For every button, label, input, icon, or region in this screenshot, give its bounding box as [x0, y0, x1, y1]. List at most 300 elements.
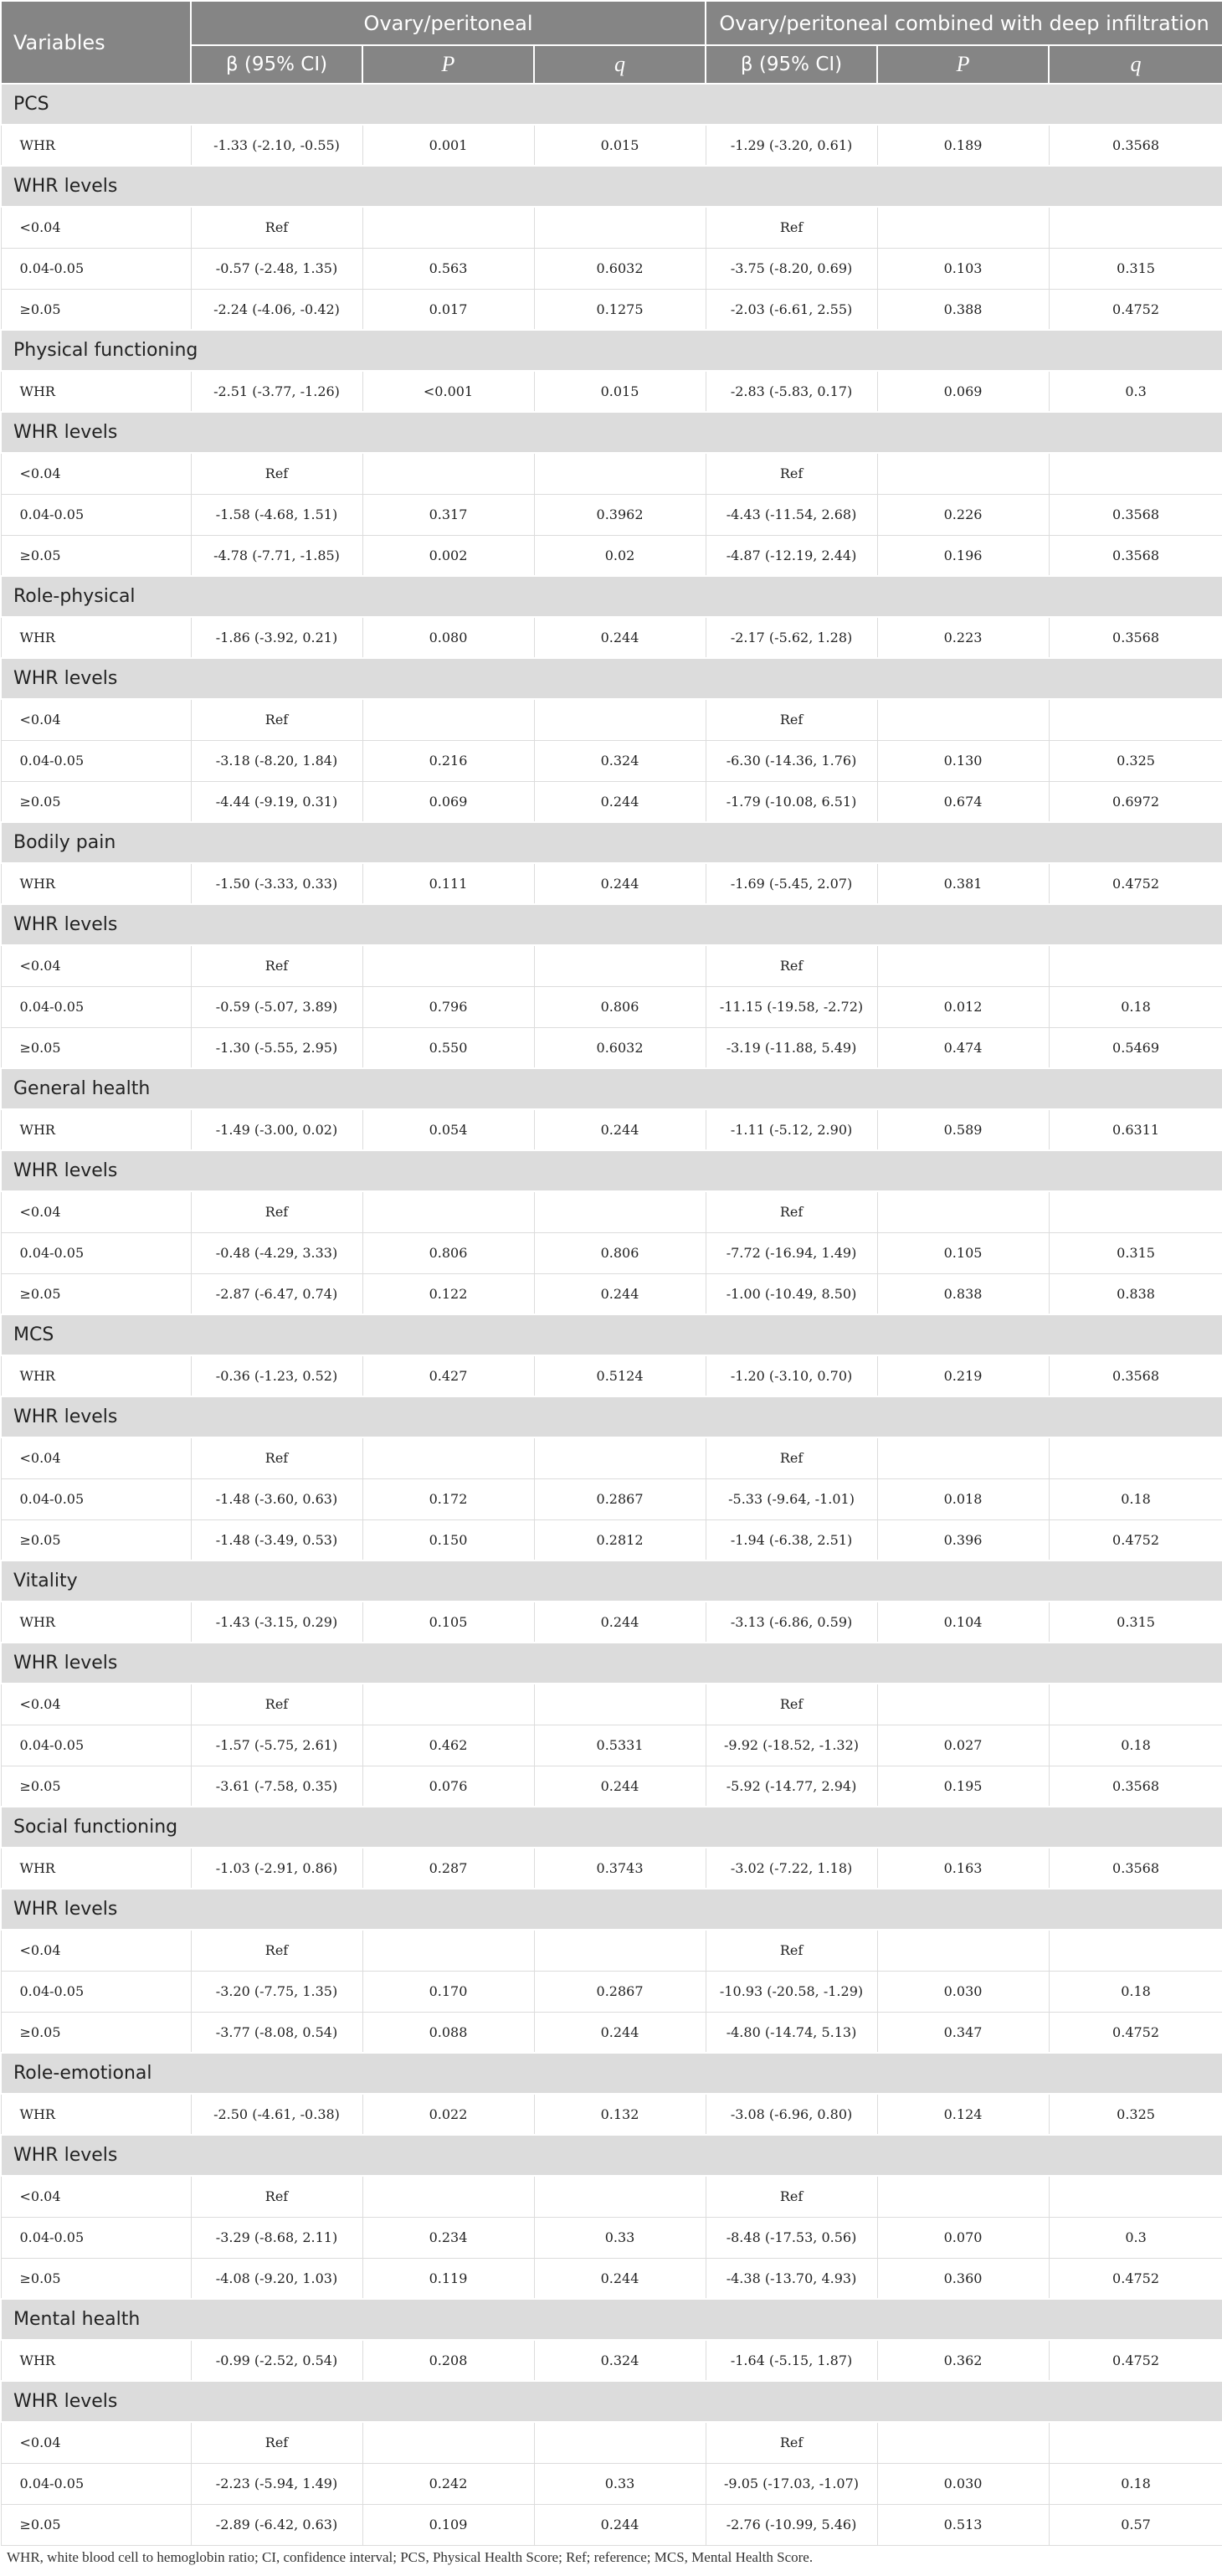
table-cell: 0.3 [1049, 371, 1222, 412]
table-cell: 0.02 [534, 535, 706, 576]
section-row [1, 1068, 1222, 1109]
table-cell: 0.170 [362, 1971, 534, 2012]
table-cell [534, 2422, 706, 2463]
table-cell: 0.122 [362, 1273, 534, 1314]
table-cell [877, 453, 1049, 494]
table-cell: -3.61 (-7.58, 0.35) [191, 1766, 362, 1807]
row-label: WHR [1, 371, 191, 412]
section-label: WHR levels [1, 2135, 1222, 2176]
table-cell [1049, 2176, 1222, 2217]
table-row [1, 125, 1222, 166]
table-cell: -2.03 (-6.61, 2.55) [706, 289, 877, 330]
table-cell: 0.172 [362, 1478, 534, 1519]
section-row [1, 2135, 1222, 2176]
table-cell: -0.99 (-2.52, 0.54) [191, 2340, 362, 2381]
table-cell: -7.72 (-16.94, 1.49) [706, 1232, 877, 1273]
table-row [1, 289, 1222, 330]
table-cell: -2.23 (-5.94, 1.49) [191, 2463, 362, 2504]
table-cell: 0.195 [877, 1766, 1049, 1807]
table-cell: 0.4752 [1049, 289, 1222, 330]
row-label: <0.04 [1, 2176, 191, 2217]
table-cell: -11.15 (-19.58, -2.72) [706, 986, 877, 1027]
row-label: ≥0.05 [1, 289, 191, 330]
section-row [1, 1396, 1222, 1437]
row-label: <0.04 [1, 1930, 191, 1971]
row-label: 0.04-0.05 [1, 248, 191, 289]
table-row [1, 1930, 1222, 1971]
table-cell: 0.216 [362, 740, 534, 781]
table-cell: 0.33 [534, 2217, 706, 2258]
row-label: <0.04 [1, 1191, 191, 1232]
table-cell: -6.30 (-14.36, 1.76) [706, 740, 877, 781]
table-cell: 0.150 [362, 1519, 534, 1561]
table-cell: 0.563 [362, 248, 534, 289]
section-label: WHR levels [1, 1396, 1222, 1437]
table-header [1, 1, 1222, 84]
section-row [1, 658, 1222, 699]
table-row [1, 986, 1222, 1027]
table-cell [877, 2422, 1049, 2463]
table-cell [534, 1684, 706, 1725]
table-row [1, 2094, 1222, 2135]
table-cell: 0.3568 [1049, 535, 1222, 576]
table-cell: -5.92 (-14.77, 2.94) [706, 1766, 877, 1807]
table-cell: 0.4752 [1049, 2258, 1222, 2299]
section-label: PCS [1, 84, 1222, 125]
section-row [1, 330, 1222, 371]
table-cell: 0.18 [1049, 2463, 1222, 2504]
table-cell: 0.3568 [1049, 1848, 1222, 1889]
table-cell: 0.080 [362, 617, 534, 658]
table-cell: 0.3 [1049, 2217, 1222, 2258]
table-cell: 0.474 [877, 1027, 1049, 1068]
table-cell: 0.287 [362, 1848, 534, 1889]
row-label: ≥0.05 [1, 1273, 191, 1314]
table-cell [534, 2176, 706, 2217]
table-cell: 0.018 [877, 1478, 1049, 1519]
table-cell [534, 1930, 706, 1971]
table-cell: Ref [191, 945, 362, 986]
table-cell: -3.75 (-8.20, 0.69) [706, 248, 877, 289]
variables-header: Variables [1, 1, 191, 84]
table-row [1, 863, 1222, 904]
table-cell: -1.64 (-5.15, 1.87) [706, 2340, 877, 2381]
table-cell: -2.89 (-6.42, 0.63) [191, 2504, 362, 2545]
section-label: Social functioning [1, 1807, 1222, 1848]
table-cell [1049, 1684, 1222, 1725]
table-cell: 0.030 [877, 2463, 1049, 2504]
table-cell: 0.022 [362, 2094, 534, 2135]
table-cell: -1.57 (-5.75, 2.61) [191, 1725, 362, 1766]
q-value-header: q [1049, 45, 1222, 84]
table-cell: -3.29 (-8.68, 2.11) [191, 2217, 362, 2258]
row-label: 0.04-0.05 [1, 1232, 191, 1273]
table-row [1, 2258, 1222, 2299]
table-cell [877, 1191, 1049, 1232]
row-label: <0.04 [1, 1684, 191, 1725]
table-cell: 0.105 [362, 1602, 534, 1643]
section-row [1, 1561, 1222, 1602]
section-row [1, 1643, 1222, 1684]
table-cell: 0.103 [877, 248, 1049, 289]
table-cell: Ref [706, 699, 877, 740]
row-label: WHR [1, 125, 191, 166]
table-cell: -9.92 (-18.52, -1.32) [706, 1725, 877, 1766]
table-cell: Ref [191, 1191, 362, 1232]
table-cell: 0.315 [1049, 248, 1222, 289]
table-cell [877, 1930, 1049, 1971]
table-cell: 0.324 [534, 740, 706, 781]
section-label: WHR levels [1, 658, 1222, 699]
table-cell [362, 207, 534, 248]
table-cell: 0.119 [362, 2258, 534, 2299]
table-cell: -1.79 (-10.08, 6.51) [706, 781, 877, 822]
table-cell: Ref [191, 2422, 362, 2463]
table-cell: 0.208 [362, 2340, 534, 2381]
table-cell: -1.43 (-3.15, 0.29) [191, 1602, 362, 1643]
table-cell: Ref [191, 207, 362, 248]
row-label: ≥0.05 [1, 2012, 191, 2053]
table-row [1, 945, 1222, 986]
table-cell: 0.1275 [534, 289, 706, 330]
table-cell: 0.317 [362, 494, 534, 535]
table-cell: -1.50 (-3.33, 0.33) [191, 863, 362, 904]
row-label: <0.04 [1, 1437, 191, 1478]
table-cell [877, 1437, 1049, 1478]
table-cell [362, 1930, 534, 1971]
section-row [1, 822, 1222, 863]
table-cell: 0.18 [1049, 986, 1222, 1027]
table-cell: 0.054 [362, 1109, 534, 1150]
table-cell: 0.347 [877, 2012, 1049, 2053]
table-cell: -0.57 (-2.48, 1.35) [191, 248, 362, 289]
table-cell [877, 207, 1049, 248]
table-cell: 0.242 [362, 2463, 534, 2504]
row-label: WHR [1, 1355, 191, 1396]
table-cell: 0.001 [362, 125, 534, 166]
table-cell: 0.2867 [534, 1971, 706, 2012]
table-cell: -4.43 (-11.54, 2.68) [706, 494, 877, 535]
table-cell: -5.33 (-9.64, -1.01) [706, 1478, 877, 1519]
row-label: WHR [1, 617, 191, 658]
table-cell: -2.24 (-4.06, -0.42) [191, 289, 362, 330]
q-value-header: q [534, 45, 706, 84]
table-row [1, 2340, 1222, 2381]
table-cell: 0.3962 [534, 494, 706, 535]
section-label: Role-physical [1, 576, 1222, 617]
table-cell: 0.324 [534, 2340, 706, 2381]
table-cell: 0.244 [534, 2504, 706, 2545]
beta-ci-header: β (95% CI) [191, 45, 362, 84]
table-cell: -0.36 (-1.23, 0.52) [191, 1355, 362, 1396]
row-label: ≥0.05 [1, 2504, 191, 2545]
table-cell: Ref [191, 699, 362, 740]
section-label: WHR levels [1, 166, 1222, 207]
table-row [1, 2012, 1222, 2053]
row-label: ≥0.05 [1, 1027, 191, 1068]
group-ovary-peritoneal-header: Ovary/peritoneal [191, 1, 706, 45]
row-label: 0.04-0.05 [1, 1478, 191, 1519]
group-deep-infiltration-header: Ovary/peritoneal combined with deep infiltration [706, 1, 1222, 45]
table-cell: 0.3568 [1049, 617, 1222, 658]
table-cell: -1.00 (-10.49, 8.50) [706, 1273, 877, 1314]
table-cell: -1.30 (-5.55, 2.95) [191, 1027, 362, 1068]
table-cell: -1.94 (-6.38, 2.51) [706, 1519, 877, 1561]
table-cell: 0.132 [534, 2094, 706, 2135]
table-cell: 0.244 [534, 863, 706, 904]
table-cell: 0.4752 [1049, 2340, 1222, 2381]
section-label: General health [1, 1068, 1222, 1109]
table-cell: 0.806 [362, 1232, 534, 1273]
row-label: 0.04-0.05 [1, 1971, 191, 2012]
table-cell: 0.838 [1049, 1273, 1222, 1314]
section-row [1, 2299, 1222, 2340]
table-cell: -8.48 (-17.53, 0.56) [706, 2217, 877, 2258]
table-cell [534, 1191, 706, 1232]
row-label: ≥0.05 [1, 781, 191, 822]
table-cell: -3.19 (-11.88, 5.49) [706, 1027, 877, 1068]
table-cell: 0.219 [877, 1355, 1049, 1396]
table-cell: 0.6972 [1049, 781, 1222, 822]
row-label: 0.04-0.05 [1, 986, 191, 1027]
table-cell: -3.20 (-7.75, 1.35) [191, 1971, 362, 2012]
table-cell: 0.015 [534, 125, 706, 166]
table-cell: 0.18 [1049, 1725, 1222, 1766]
table-row [1, 1848, 1222, 1889]
table-cell: 0.223 [877, 617, 1049, 658]
table-row [1, 1273, 1222, 1314]
table-cell: Ref [191, 1437, 362, 1478]
table-row [1, 1191, 1222, 1232]
section-row [1, 166, 1222, 207]
section-label: Vitality [1, 1561, 1222, 1602]
table-row [1, 248, 1222, 289]
section-row [1, 2381, 1222, 2422]
table-cell: 0.2812 [534, 1519, 706, 1561]
table-cell: 0.3568 [1049, 125, 1222, 166]
table-cell: 0.3568 [1049, 1766, 1222, 1807]
table-cell: -2.17 (-5.62, 1.28) [706, 617, 877, 658]
table-row [1, 535, 1222, 576]
table-cell [534, 699, 706, 740]
section-row [1, 1150, 1222, 1191]
table-cell: 0.111 [362, 863, 534, 904]
table-cell: 0.362 [877, 2340, 1049, 2381]
table-row [1, 1766, 1222, 1807]
section-row [1, 1807, 1222, 1848]
table-cell: 0.070 [877, 2217, 1049, 2258]
table-cell: 0.076 [362, 1766, 534, 1807]
table-cell: 0.002 [362, 535, 534, 576]
table-cell [362, 453, 534, 494]
row-label: ≥0.05 [1, 535, 191, 576]
table-cell: -1.58 (-4.68, 1.51) [191, 494, 362, 535]
table-cell: 0.226 [877, 494, 1049, 535]
table-cell: 0.069 [877, 371, 1049, 412]
table-cell: -4.87 (-12.19, 2.44) [706, 535, 877, 576]
table-cell [534, 207, 706, 248]
table-cell: -3.13 (-6.86, 0.59) [706, 1602, 877, 1643]
table-cell: 0.244 [534, 617, 706, 658]
table-cell [534, 945, 706, 986]
section-label: WHR levels [1, 1889, 1222, 1930]
table-row [1, 1684, 1222, 1725]
table-cell: 0.2867 [534, 1478, 706, 1519]
table-cell: 0.196 [877, 535, 1049, 576]
table-cell: 0.18 [1049, 1478, 1222, 1519]
table-cell: 0.234 [362, 2217, 534, 2258]
table-cell: 0.325 [1049, 740, 1222, 781]
section-row [1, 412, 1222, 453]
table-cell: 0.109 [362, 2504, 534, 2545]
section-row [1, 904, 1222, 945]
row-label: WHR [1, 863, 191, 904]
row-label: <0.04 [1, 453, 191, 494]
table-cell: 0.163 [877, 1848, 1049, 1889]
row-label: 0.04-0.05 [1, 494, 191, 535]
table-cell [877, 1684, 1049, 1725]
section-row [1, 1889, 1222, 1930]
table-cell: 0.012 [877, 986, 1049, 1027]
table-cell: 0.017 [362, 289, 534, 330]
table-cell: -0.48 (-4.29, 3.33) [191, 1232, 362, 1273]
table-cell: 0.104 [877, 1602, 1049, 1643]
table-row [1, 1027, 1222, 1068]
row-label: 0.04-0.05 [1, 2463, 191, 2504]
table-cell: -1.86 (-3.92, 0.21) [191, 617, 362, 658]
table-cell: -3.08 (-6.96, 0.80) [706, 2094, 877, 2135]
table-cell: 0.388 [877, 289, 1049, 330]
table-cell: -1.33 (-2.10, -0.55) [191, 125, 362, 166]
table-cell [1049, 453, 1222, 494]
table-cell [1049, 1191, 1222, 1232]
table-cell: -2.50 (-4.61, -0.38) [191, 2094, 362, 2135]
table-cell [877, 2176, 1049, 2217]
row-label: WHR [1, 2094, 191, 2135]
table-row [1, 617, 1222, 658]
table-cell [1049, 1930, 1222, 1971]
table-cell [534, 453, 706, 494]
table-cell: -9.05 (-17.03, -1.07) [706, 2463, 877, 2504]
table-row [1, 1725, 1222, 1766]
table-cell: -1.03 (-2.91, 0.86) [191, 1848, 362, 1889]
table-cell: 0.6311 [1049, 1109, 1222, 1150]
table-cell: 0.6032 [534, 1027, 706, 1068]
table-cell: 0.124 [877, 2094, 1049, 2135]
table-cell [362, 2176, 534, 2217]
table-cell: 0.838 [877, 1273, 1049, 1314]
table-cell: 0.244 [534, 2012, 706, 2053]
section-row [1, 2053, 1222, 2094]
table-cell [1049, 2422, 1222, 2463]
table-cell [362, 1437, 534, 1478]
section-label: Mental health [1, 2299, 1222, 2340]
section-label: Role-emotional [1, 2053, 1222, 2094]
table-body [1, 84, 1222, 2545]
table-cell: -4.78 (-7.71, -1.85) [191, 535, 362, 576]
table-cell: -1.69 (-5.45, 2.07) [706, 863, 877, 904]
table-cell: Ref [706, 207, 877, 248]
section-row [1, 1314, 1222, 1355]
table-cell: 0.105 [877, 1232, 1049, 1273]
table-cell: 0.360 [877, 2258, 1049, 2299]
table-cell: 0.3568 [1049, 1355, 1222, 1396]
table-cell: 0.088 [362, 2012, 534, 2053]
table-cell: 0.244 [534, 781, 706, 822]
table-cell: 0.244 [534, 1602, 706, 1643]
table-cell: 0.5124 [534, 1355, 706, 1396]
table-cell: Ref [706, 2176, 877, 2217]
table-cell: 0.315 [1049, 1602, 1222, 1643]
row-label: ≥0.05 [1, 1766, 191, 1807]
table-cell: -3.18 (-8.20, 1.84) [191, 740, 362, 781]
table-cell: Ref [191, 1684, 362, 1725]
table-cell [1049, 207, 1222, 248]
table-cell: -3.02 (-7.22, 1.18) [706, 1848, 877, 1889]
table-cell: -4.08 (-9.20, 1.03) [191, 2258, 362, 2299]
p-value-header: P [877, 45, 1049, 84]
row-label: ≥0.05 [1, 2258, 191, 2299]
table-cell: 0.806 [534, 1232, 706, 1273]
row-label: WHR [1, 1848, 191, 1889]
table-cell [877, 945, 1049, 986]
table-cell: 0.381 [877, 863, 1049, 904]
table-cell: -1.48 (-3.49, 0.53) [191, 1519, 362, 1561]
table-cell [1049, 1437, 1222, 1478]
table-row [1, 740, 1222, 781]
table-cell: -4.38 (-13.70, 4.93) [706, 2258, 877, 2299]
table-cell [362, 1684, 534, 1725]
table-row [1, 371, 1222, 412]
table-cell: 0.030 [877, 1971, 1049, 2012]
table-row [1, 2463, 1222, 2504]
row-label: WHR [1, 1602, 191, 1643]
section-label: WHR levels [1, 904, 1222, 945]
row-label: 0.04-0.05 [1, 740, 191, 781]
section-label: WHR levels [1, 412, 1222, 453]
table-cell: 0.806 [534, 986, 706, 1027]
row-label: <0.04 [1, 2422, 191, 2463]
table-cell: 0.069 [362, 781, 534, 822]
table-cell: 0.33 [534, 2463, 706, 2504]
table-cell: 0.3743 [534, 1848, 706, 1889]
row-label: <0.04 [1, 699, 191, 740]
table-cell: 0.674 [877, 781, 1049, 822]
table-cell: -3.77 (-8.08, 0.54) [191, 2012, 362, 2053]
section-label: Bodily pain [1, 822, 1222, 863]
table-row [1, 2217, 1222, 2258]
table-cell: 0.244 [534, 1766, 706, 1807]
table-cell: Ref [706, 945, 877, 986]
table-cell: 0.57 [1049, 2504, 1222, 2545]
table-cell: 0.396 [877, 1519, 1049, 1561]
table-cell: -1.20 (-3.10, 0.70) [706, 1355, 877, 1396]
table-cell: Ref [706, 1684, 877, 1725]
table-cell [1049, 699, 1222, 740]
table-footnote: WHR, white blood cell to hemoglobin ratio; CI, confidence interval; PCS, Physical Health Score; Ref; reference; MCS, Mental Health Score. [7, 2549, 814, 2565]
table-cell: 0.027 [877, 1725, 1049, 1766]
table-cell: -4.44 (-9.19, 0.31) [191, 781, 362, 822]
table-cell: -2.51 (-3.77, -1.26) [191, 371, 362, 412]
table-cell: 0.4752 [1049, 2012, 1222, 2053]
table-row [1, 781, 1222, 822]
table-cell: -0.59 (-5.07, 3.89) [191, 986, 362, 1027]
table-cell: 0.427 [362, 1355, 534, 1396]
table-cell: 0.130 [877, 740, 1049, 781]
section-row [1, 576, 1222, 617]
section-label: MCS [1, 1314, 1222, 1355]
table-cell [362, 945, 534, 986]
